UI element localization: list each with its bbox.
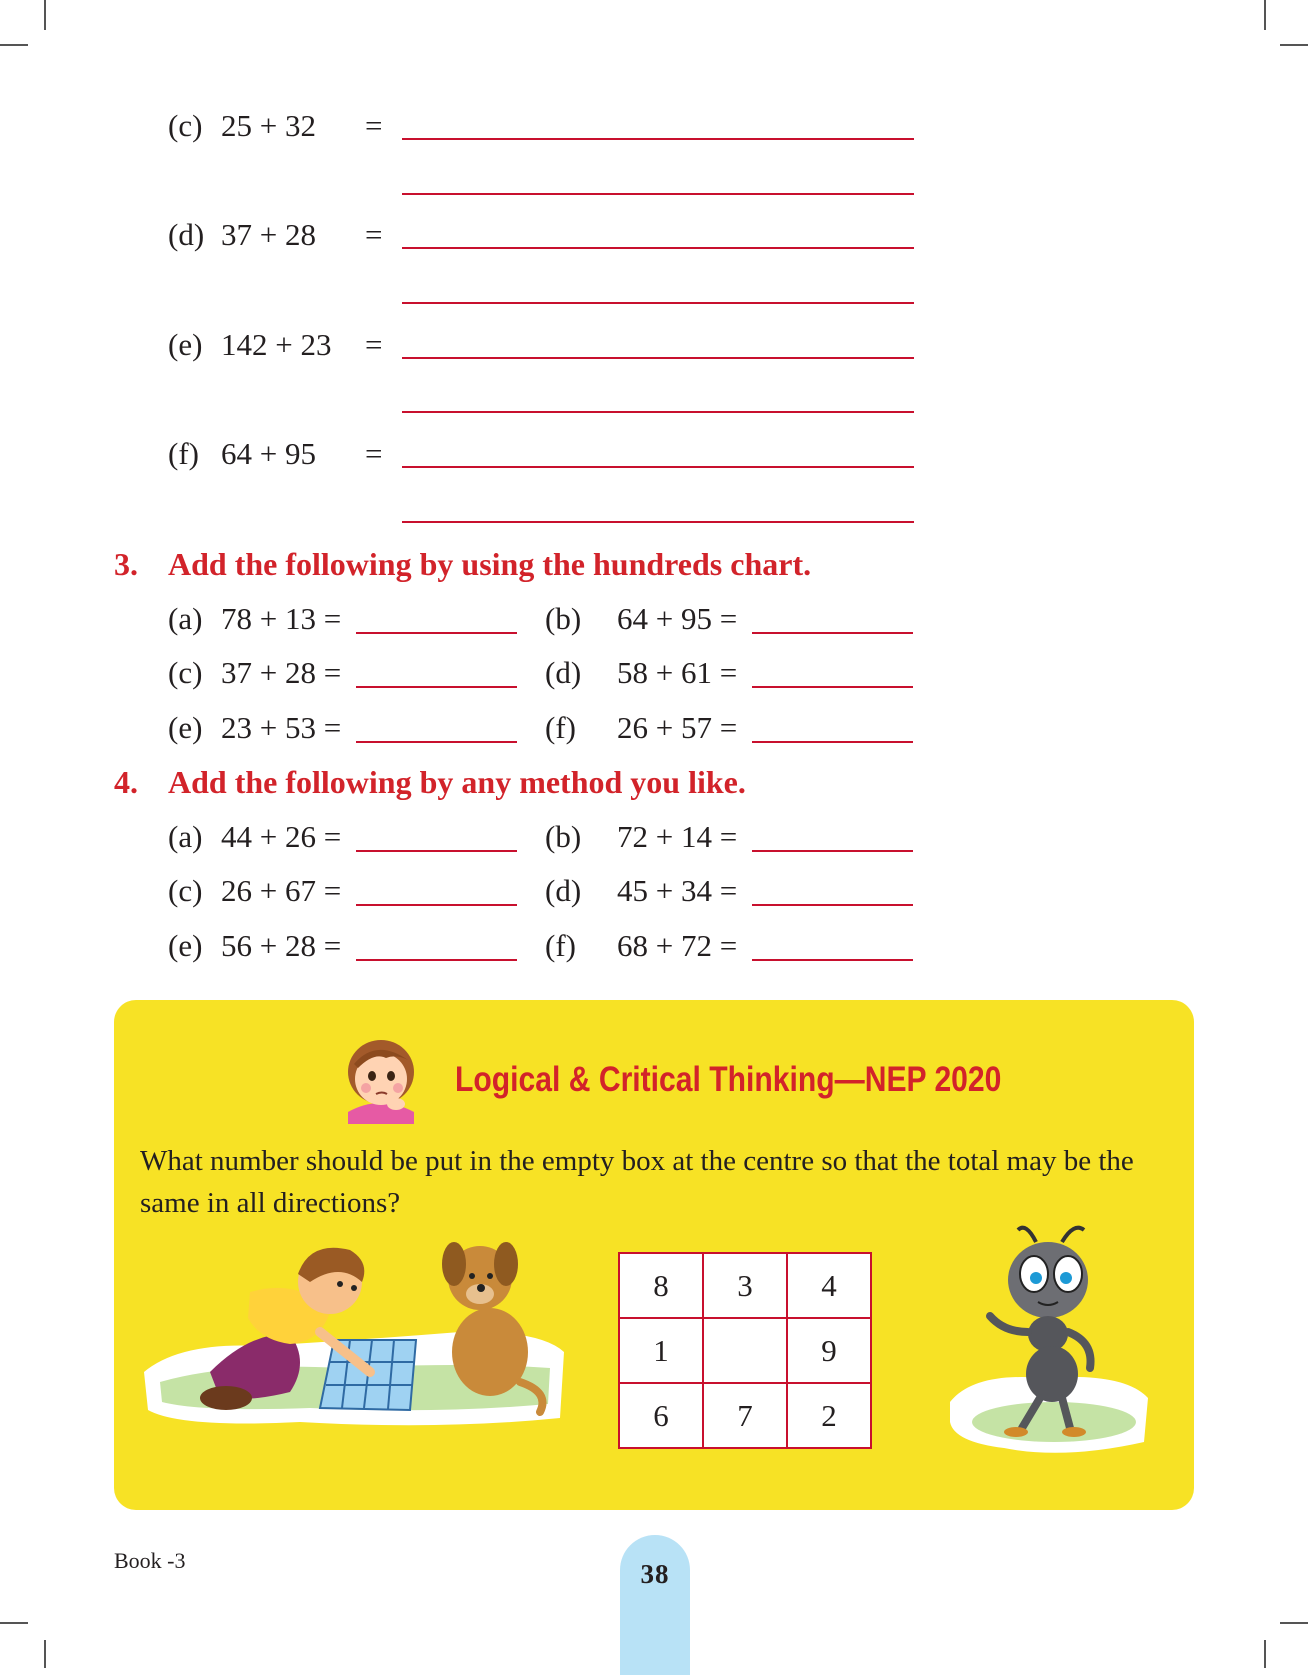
item-expression: 78 + 13 =	[221, 601, 342, 636]
logical-thinking-title: Logical & Critical Thinking—NEP 2020	[455, 1060, 1002, 1099]
item-expression: 26 + 67 =	[221, 873, 342, 908]
item-label: (b)	[545, 601, 582, 636]
grid-cell: 4	[787, 1253, 871, 1318]
item-expression: 37 + 28	[221, 217, 316, 252]
answer-line[interactable]	[752, 959, 913, 961]
answer-line[interactable]	[752, 632, 913, 634]
item-label: (c)	[168, 873, 203, 908]
item-expression: 72 + 14 =	[617, 819, 738, 854]
ant-character-illustration	[944, 1222, 1154, 1460]
answer-line[interactable]	[356, 741, 517, 743]
crop-mark	[1264, 0, 1266, 30]
item-expression: 64 + 95	[221, 436, 316, 471]
answer-line[interactable]	[752, 904, 913, 906]
item-label: (d)	[545, 873, 582, 908]
item-label: (e)	[168, 710, 203, 745]
grid-cell: 1	[619, 1318, 703, 1383]
answer-line[interactable]	[402, 302, 914, 304]
grid-cell: 9	[787, 1318, 871, 1383]
answer-line[interactable]	[752, 850, 913, 852]
grid-cell: 7	[703, 1383, 787, 1448]
question-number: 3.	[114, 546, 138, 582]
crop-mark	[1280, 44, 1308, 46]
thinking-girl-illustration	[336, 1024, 426, 1124]
item-expression: 45 + 34 =	[617, 873, 738, 908]
item-label: (e)	[168, 327, 203, 362]
question-number: 4.	[114, 764, 138, 800]
grid-cell-empty-centre[interactable]	[703, 1318, 787, 1383]
page-number: 38	[640, 1559, 670, 1589]
answer-line[interactable]	[402, 521, 914, 523]
grid-cell: 2	[787, 1383, 871, 1448]
answer-line[interactable]	[356, 959, 517, 961]
answer-line[interactable]	[752, 686, 913, 688]
answer-line[interactable]	[356, 850, 517, 852]
answer-line[interactable]	[356, 904, 517, 906]
item-label: (d)	[168, 217, 205, 252]
answer-line[interactable]	[356, 686, 517, 688]
item-label: (e)	[168, 928, 203, 963]
answer-line[interactable]	[402, 466, 914, 468]
grid-cell: 3	[703, 1253, 787, 1318]
item-label: (f)	[168, 436, 199, 471]
answer-line[interactable]	[402, 193, 914, 195]
item-label: (c)	[168, 655, 203, 690]
equals-sign: =	[365, 217, 383, 252]
equals-sign: =	[365, 436, 383, 471]
crop-mark	[0, 1622, 28, 1624]
item-expression: 37 + 28 =	[221, 655, 342, 690]
question-title: Add the following by using the hundreds chart.	[168, 546, 812, 582]
logical-thinking-question: What number should be put in the empty box at the centre so that the total may be the same in all directions?	[140, 1145, 1134, 1219]
item-expression: 25 + 32	[221, 108, 316, 143]
item-expression: 26 + 57 =	[617, 710, 738, 745]
answer-line[interactable]	[402, 247, 914, 249]
item-expression: 23 + 53 =	[221, 710, 342, 745]
item-label: (a)	[168, 601, 203, 636]
page-number-tab	[620, 1535, 690, 1675]
grid-cell: 6	[619, 1383, 703, 1448]
item-expression: 56 + 28 =	[221, 928, 342, 963]
book-label: Book -3	[114, 1548, 186, 1573]
equals-sign: =	[365, 327, 383, 362]
answer-line[interactable]	[402, 411, 914, 413]
item-label: (b)	[545, 819, 582, 854]
item-expression: 142 + 23	[221, 327, 332, 362]
item-expression: 68 + 72 =	[617, 928, 738, 963]
crop-mark	[1280, 1622, 1308, 1624]
item-label: (c)	[168, 108, 203, 143]
answer-line[interactable]	[752, 741, 913, 743]
crop-mark	[0, 44, 28, 46]
item-expression: 44 + 26 =	[221, 819, 342, 854]
item-label: (a)	[168, 819, 203, 854]
answer-line[interactable]	[402, 357, 914, 359]
item-expression: 64 + 95 =	[617, 601, 738, 636]
crop-mark	[44, 0, 46, 30]
equals-sign: =	[365, 108, 383, 143]
boy-and-dog-illustration	[140, 1222, 570, 1432]
magic-square-grid	[618, 1252, 872, 1449]
item-expression: 58 + 61 =	[617, 655, 738, 690]
answer-line[interactable]	[402, 138, 914, 140]
crop-mark	[44, 1640, 46, 1668]
item-label: (f)	[545, 710, 576, 745]
answer-line[interactable]	[356, 632, 517, 634]
item-label: (f)	[545, 928, 576, 963]
grid-cell: 8	[619, 1253, 703, 1318]
crop-mark	[1264, 1640, 1266, 1668]
item-label: (d)	[545, 655, 582, 690]
question-title: Add the following by any method you like.	[168, 764, 746, 800]
